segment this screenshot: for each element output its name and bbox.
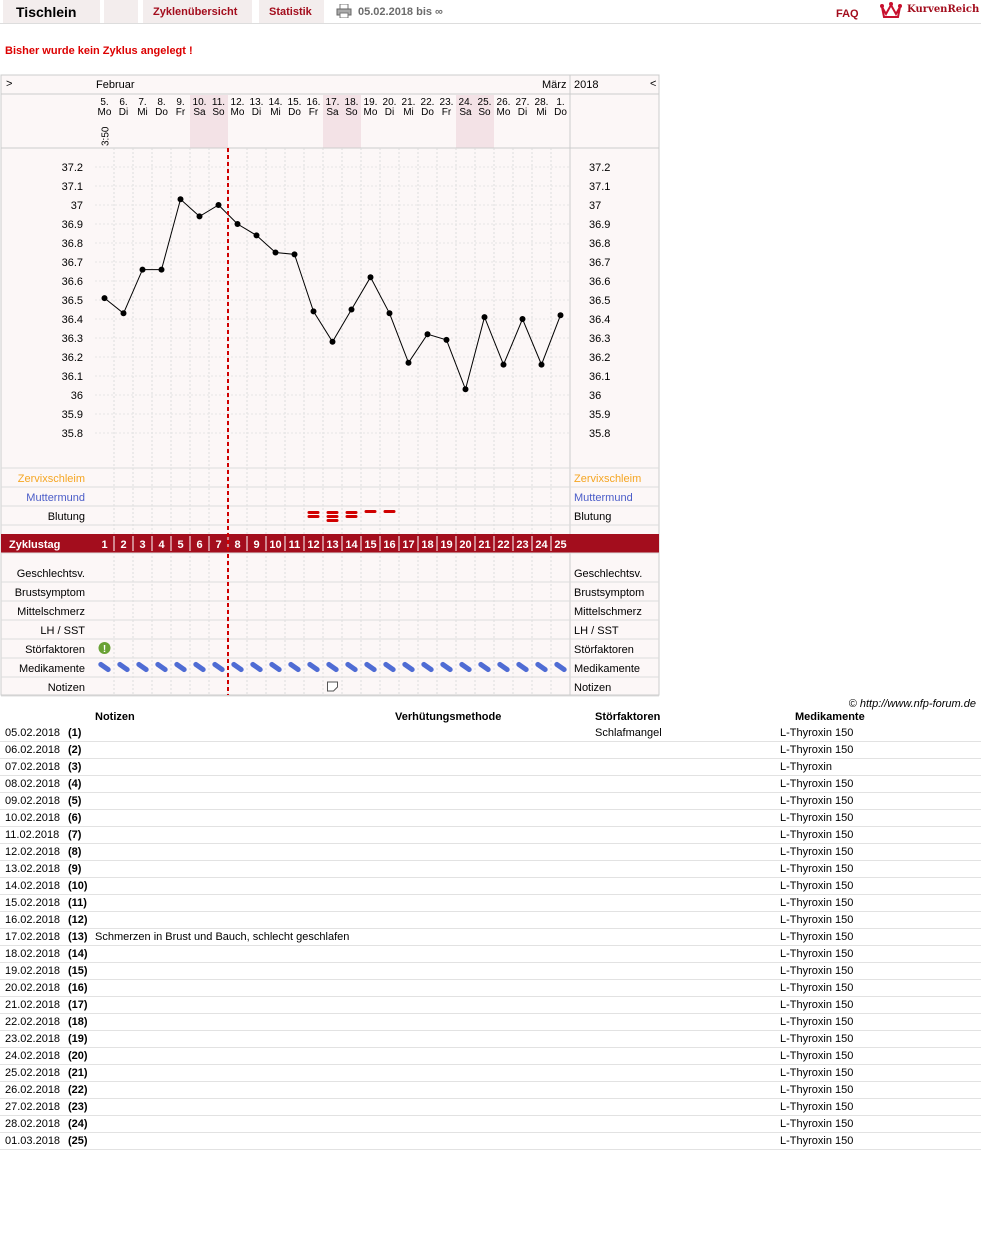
y-tick-right: 37 <box>589 200 602 212</box>
temperature-point <box>482 314 488 320</box>
row-label-right-mittel: Mittelschmerz <box>574 606 642 618</box>
y-tick-right: 37.1 <box>589 181 611 193</box>
cycle-day-number: 11 <box>288 539 301 551</box>
brand-name[interactable]: KurvenReich <box>907 4 980 15</box>
cycle-day-number: 5 <box>177 539 184 551</box>
row-medication: L-Thyroxin 150 <box>780 1016 854 1028</box>
row-label-right-blutung: Blutung <box>574 511 612 523</box>
row-medication: L-Thyroxin 150 <box>780 744 854 756</box>
weekday-label: Di <box>118 107 129 118</box>
weekday-label: So <box>478 107 491 118</box>
bleeding-mark <box>384 510 396 513</box>
row-cycle-day: (7) <box>68 829 82 841</box>
stoerfaktor-icon: ! <box>102 644 107 655</box>
table-row <box>0 1048 981 1065</box>
row-medication: L-Thyroxin 150 <box>780 999 854 1011</box>
row-date: 28.02.2018 <box>5 1118 61 1130</box>
col-header-factors: Störfaktoren <box>595 711 661 723</box>
row-medication: L-Thyroxin 150 <box>780 982 854 994</box>
blank-tab[interactable] <box>104 0 138 23</box>
cycle-day-number: 19 <box>440 539 453 551</box>
row-medication: L-Thyroxin 150 <box>780 1067 854 1079</box>
cycle-day-number: 24 <box>535 539 548 551</box>
day-date-label: 11. <box>211 97 226 108</box>
weekday-label: Fr <box>441 107 452 118</box>
cycle-chart <box>0 74 662 698</box>
row-date: 01.03.2018 <box>5 1135 61 1147</box>
row-medication: L-Thyroxin 150 <box>780 914 854 926</box>
row-label-mittel: Mittelschmerz <box>17 606 85 618</box>
weekday-label: Di <box>251 107 262 118</box>
temperature-point <box>140 267 146 273</box>
row-medication: L-Thyroxin 150 <box>780 948 854 960</box>
day-date-label: 28. <box>534 97 549 108</box>
row-factor: Schlafmangel <box>595 727 662 739</box>
row-label-lh: LH / SST <box>40 625 85 637</box>
row-date: 21.02.2018 <box>5 999 61 1011</box>
y-tick-right: 35.8 <box>589 428 611 440</box>
row-cycle-day: (6) <box>68 812 82 824</box>
weekday-label: Fr <box>308 107 319 118</box>
row-cycle-day: (11) <box>68 897 87 909</box>
row-medication: L-Thyroxin 150 <box>780 1135 854 1147</box>
row-medication: L-Thyroxin 150 <box>780 778 854 790</box>
temperature-point <box>463 386 469 392</box>
day-date-label: 14. <box>268 97 283 108</box>
row-label-right-gv: Geschlechtsv. <box>574 568 643 580</box>
row-date: 05.02.2018 <box>5 727 61 739</box>
row-date: 18.02.2018 <box>5 948 61 960</box>
row-medication: L-Thyroxin 150 <box>780 1050 854 1062</box>
row-label-zervix: Zervixschleim <box>17 473 85 485</box>
row-cycle-day: (9) <box>68 863 82 875</box>
table-row <box>0 776 981 793</box>
row-date: 10.02.2018 <box>5 812 61 824</box>
row-cycle-day: (10) <box>68 880 88 892</box>
cycle-day-number: 14 <box>345 539 358 551</box>
weekday-label: Mo <box>496 107 511 118</box>
temperature-point <box>558 312 564 318</box>
day-date-label: 26. <box>496 97 511 108</box>
table-row <box>0 980 981 997</box>
bleeding-mark <box>365 510 377 513</box>
table-row <box>0 844 981 861</box>
table-row <box>0 742 981 759</box>
day-date-label: 21. <box>401 97 416 108</box>
day-date-label: 20. <box>382 97 397 108</box>
page-title: Tischlein <box>3 0 100 23</box>
row-date: 09.02.2018 <box>5 795 61 807</box>
y-tick-left: 36.8 <box>61 238 83 250</box>
weekday-label: Mo <box>97 107 112 118</box>
day-date-label: 23. <box>439 97 454 108</box>
row-cycle-day: (21) <box>68 1067 88 1079</box>
y-tick-left: 35.9 <box>61 409 83 421</box>
weekday-label: So <box>212 107 225 118</box>
row-date: 26.02.2018 <box>5 1084 61 1096</box>
row-medication: L-Thyroxin 150 <box>780 1033 854 1045</box>
row-cycle-day: (13) <box>68 931 88 943</box>
day-date-label: 24. <box>458 97 473 108</box>
row-medication: L-Thyroxin 150 <box>780 795 854 807</box>
row-date: 17.02.2018 <box>5 931 61 943</box>
temperature-point <box>406 360 412 366</box>
y-tick-right: 36.4 <box>589 314 611 326</box>
weekday-label: Di <box>517 107 528 118</box>
row-date: 07.02.2018 <box>5 761 61 773</box>
row-date: 23.02.2018 <box>5 1033 61 1045</box>
table-row <box>0 1133 981 1150</box>
month-end-label: März <box>542 79 567 91</box>
col-header-meds: Medikamente <box>795 711 865 723</box>
y-tick-left: 36.4 <box>61 314 83 326</box>
table-row <box>0 963 981 980</box>
weekday-label: Mi <box>536 107 547 118</box>
weekday-label: Mi <box>403 107 414 118</box>
row-date: 19.02.2018 <box>5 965 61 977</box>
table-row <box>0 1065 981 1082</box>
temperature-point <box>425 331 431 337</box>
weekday-label: Fr <box>175 107 186 118</box>
row-date: 11.02.2018 <box>5 829 60 841</box>
table-row <box>0 946 981 963</box>
row-medication: L-Thyroxin 150 <box>780 965 854 977</box>
row-medication: L-Thyroxin 150 <box>780 812 854 824</box>
y-tick-left: 36.3 <box>61 333 83 345</box>
y-tick-left: 37 <box>70 200 83 212</box>
y-tick-left: 37.2 <box>61 162 83 174</box>
weekday-label: Sa <box>193 107 206 118</box>
bleeding-mark <box>308 511 320 514</box>
y-tick-right: 36.7 <box>589 257 611 269</box>
bleeding-mark <box>346 511 358 514</box>
table-row <box>0 793 981 810</box>
weekday-label: Mo <box>230 107 245 118</box>
weekday-label: So <box>345 107 358 118</box>
row-date: 12.02.2018 <box>5 846 61 858</box>
cycle-day-number: 10 <box>269 539 282 551</box>
day-date-label: 13. <box>249 97 264 108</box>
weekday-label: Mi <box>270 107 281 118</box>
row-medication: L-Thyroxin 150 <box>780 1118 854 1130</box>
row-medication: L-Thyroxin 150 <box>780 880 854 892</box>
table-row <box>0 1116 981 1133</box>
day-date-label: 7. <box>138 97 147 108</box>
y-tick-right: 36 <box>589 390 602 402</box>
row-cycle-day: (18) <box>68 1016 88 1028</box>
row-cycle-day: (12) <box>68 914 88 926</box>
cycle-day-number: 8 <box>234 539 241 551</box>
bleeding-mark <box>327 515 339 518</box>
cycle-day-number: 20 <box>459 539 472 551</box>
row-date: 20.02.2018 <box>5 982 61 994</box>
temperature-point <box>102 295 108 301</box>
bleeding-mark <box>346 515 358 518</box>
nav-prev-arrow[interactable]: > <box>6 78 13 90</box>
table-row <box>0 895 981 912</box>
table-row <box>0 1014 981 1031</box>
table-row <box>0 827 981 844</box>
row-medication: L-Thyroxin 150 <box>780 846 854 858</box>
y-tick-left: 36.6 <box>61 276 83 288</box>
cycle-day-number: 23 <box>516 539 529 551</box>
weekday-label: Di <box>384 107 395 118</box>
row-label-right-zervix: Zervixschleim <box>574 473 642 485</box>
y-tick-right: 36.3 <box>589 333 611 345</box>
y-tick-left: 37.1 <box>61 181 83 193</box>
bleeding-mark <box>327 519 339 522</box>
row-cycle-day: (25) <box>68 1135 88 1147</box>
row-date: 15.02.2018 <box>5 897 61 909</box>
row-cycle-day: (5) <box>68 795 82 807</box>
y-tick-right: 36.1 <box>589 371 611 383</box>
bleeding-mark <box>308 515 320 518</box>
cycle-day-number: 17 <box>402 539 415 551</box>
temperature-point <box>178 196 184 202</box>
row-label-right-brust: Brustsymptom <box>574 587 645 599</box>
row-label-muttermund: Muttermund <box>26 492 85 504</box>
y-tick-right: 36.6 <box>589 276 611 288</box>
table-row <box>0 810 981 827</box>
table-row <box>0 997 981 1014</box>
day-date-label: 1. <box>556 97 565 108</box>
y-tick-right: 36.9 <box>589 219 611 231</box>
temperature-point <box>539 362 545 368</box>
row-label-stoer: Störfaktoren <box>25 644 85 656</box>
y-tick-left: 35.8 <box>61 428 83 440</box>
table-row <box>0 878 981 895</box>
row-date: 22.02.2018 <box>5 1016 61 1028</box>
cycle-day-number: 22 <box>497 539 510 551</box>
row-medication: L-Thyroxin 150 <box>780 931 854 943</box>
col-header-method: Verhütungsmethode <box>395 711 502 723</box>
temperature-point <box>311 308 317 314</box>
cycle-day-number: 15 <box>364 539 377 551</box>
row-medication: L-Thyroxin 150 <box>780 727 854 739</box>
row-label-blutung: Blutung <box>47 511 85 523</box>
tab-statistik[interactable]: Statistik <box>259 0 324 23</box>
table-row <box>0 1099 981 1116</box>
cycle-day-number: 12 <box>307 539 320 551</box>
cycle-day-number: 3 <box>139 539 146 551</box>
cycle-day-number: 9 <box>253 539 260 551</box>
table-row <box>0 912 981 929</box>
row-cycle-day: (3) <box>68 761 82 773</box>
weekday-label: Do <box>155 107 168 118</box>
day-date-label: 16. <box>306 97 321 108</box>
temperature-point <box>159 267 165 273</box>
cycle-day-number: 6 <box>196 539 203 551</box>
weekday-label: Sa <box>326 107 339 118</box>
y-tick-right: 35.9 <box>589 409 611 421</box>
temperature-point <box>216 202 222 208</box>
temperature-point <box>349 307 355 313</box>
weekday-label: Sa <box>459 107 472 118</box>
row-date: 16.02.2018 <box>5 914 61 926</box>
day-date-label: 27. <box>515 97 530 108</box>
bleeding-mark <box>327 511 339 514</box>
day-date-label: 8. <box>157 97 166 108</box>
col-header-notes: Notizen <box>95 711 135 723</box>
row-date: 08.02.2018 <box>5 778 61 790</box>
row-medication: L-Thyroxin 150 <box>780 1084 854 1096</box>
row-cycle-day: (4) <box>68 778 82 790</box>
y-tick-left: 36.1 <box>61 371 83 383</box>
row-cycle-day: (16) <box>68 982 88 994</box>
temperature-point <box>368 274 374 280</box>
day-date-label: 18. <box>344 97 359 108</box>
y-tick-right: 36.2 <box>589 352 611 364</box>
day-date-label: 9. <box>176 97 185 108</box>
chart-panel <box>1 75 659 695</box>
row-date: 24.02.2018 <box>5 1050 61 1062</box>
cycle-day-number: 1 <box>101 539 108 551</box>
temperature-point <box>273 250 279 256</box>
row-label-gv: Geschlechtsv. <box>16 568 85 580</box>
row-date: 14.02.2018 <box>5 880 61 892</box>
row-cycle-day: (20) <box>68 1050 88 1062</box>
y-tick-right: 37.2 <box>589 162 611 174</box>
row-cycle-day: (22) <box>68 1084 88 1096</box>
row-cycle-day: (19) <box>68 1033 88 1045</box>
temperature-point <box>501 362 507 368</box>
row-cycle-day: (15) <box>68 965 88 977</box>
row-cycle-day: (14) <box>68 948 88 960</box>
day-date-label: 5. <box>100 97 109 108</box>
row-label-brust: Brustsymptom <box>14 587 85 599</box>
month-start-label: Februar <box>96 79 135 91</box>
row-label-medi: Medikamente <box>18 663 85 675</box>
row-medication: L-Thyroxin <box>780 761 832 773</box>
table-row <box>0 1082 981 1099</box>
temperature-point <box>235 221 241 227</box>
no-cycle-warning: Bisher wurde kein Zyklus angelegt ! <box>5 45 193 57</box>
row-cycle-day: (2) <box>68 744 82 756</box>
row-label-right-muttermund: Muttermund <box>574 492 633 504</box>
weekday-label: Do <box>288 107 301 118</box>
cycle-day-number: 4 <box>158 539 165 551</box>
day-date-label: 10. <box>192 97 207 108</box>
weekday-label: Do <box>421 107 434 118</box>
row-cycle-day: (1) <box>68 727 82 739</box>
table-row <box>0 1031 981 1048</box>
weekday-label: Mi <box>137 107 148 118</box>
row-medication: L-Thyroxin 150 <box>780 829 854 841</box>
temperature-point <box>121 310 127 316</box>
weekday-label: Do <box>554 107 567 118</box>
row-medication: L-Thyroxin 150 <box>780 1101 854 1113</box>
day-date-label: 25. <box>477 97 492 108</box>
measure-time-label: 3:50 <box>100 126 112 146</box>
y-tick-left: 36.2 <box>61 352 83 364</box>
copyright: © http://www.nfp-forum.de <box>848 698 976 710</box>
y-tick-left: 36.7 <box>61 257 83 269</box>
temperature-point <box>197 213 203 219</box>
cycle-day-number: 25 <box>554 539 567 551</box>
row-medication: L-Thyroxin 150 <box>780 897 854 909</box>
row-label-right-stoer: Störfaktoren <box>574 644 634 656</box>
row-date: 13.02.2018 <box>5 863 61 875</box>
temperature-point <box>292 251 298 257</box>
row-cycle-day: (23) <box>68 1101 88 1113</box>
date-range: 05.02.2018 bis ∞ <box>358 6 443 18</box>
y-tick-left: 36.5 <box>61 295 83 307</box>
zyklustag-label: Zyklustag <box>9 539 61 551</box>
tab-zyklenuebersicht[interactable]: Zyklenübersicht <box>143 0 252 23</box>
cycle-day-number: 18 <box>421 539 434 551</box>
row-cycle-day: (24) <box>68 1118 88 1130</box>
temperature-point <box>254 232 260 238</box>
cycle-day-number: 21 <box>478 539 491 551</box>
temperature-point <box>444 337 450 343</box>
row-note: Schmerzen in Brust und Bauch, schlecht geschlafen <box>95 931 350 943</box>
year-label: 2018 <box>574 79 599 91</box>
temperature-point <box>387 310 393 316</box>
row-label-right-notizen: Notizen <box>574 682 612 694</box>
row-medication: L-Thyroxin 150 <box>780 863 854 875</box>
day-date-label: 19. <box>363 97 378 108</box>
row-date: 25.02.2018 <box>5 1067 61 1079</box>
cycle-day-number: 7 <box>215 539 222 551</box>
table-row <box>0 759 981 776</box>
printer-icon[interactable] <box>336 4 352 18</box>
day-date-label: 15. <box>287 97 302 108</box>
y-tick-left: 36.9 <box>61 219 83 231</box>
faq-link[interactable]: FAQ <box>836 8 859 20</box>
weekday-label: Mo <box>363 107 378 118</box>
day-date-label: 17. <box>325 97 340 108</box>
temperature-point <box>330 339 336 345</box>
row-cycle-day: (8) <box>68 846 82 858</box>
cycle-day-number: 13 <box>326 539 339 551</box>
table-row <box>0 725 981 742</box>
y-tick-right: 36.5 <box>589 295 611 307</box>
cycle-day-number: 16 <box>383 539 396 551</box>
row-cycle-day: (17) <box>68 999 88 1011</box>
cycle-day-number: 2 <box>120 539 127 551</box>
temperature-point <box>520 316 526 322</box>
top-bar <box>0 0 981 24</box>
y-tick-left: 36 <box>70 390 83 402</box>
row-date: 27.02.2018 <box>5 1101 61 1113</box>
y-tick-right: 36.8 <box>589 238 611 250</box>
row-date: 06.02.2018 <box>5 744 61 756</box>
row-label-notizen: Notizen <box>47 682 85 694</box>
day-date-label: 22. <box>420 97 435 108</box>
day-date-label: 6. <box>119 97 128 108</box>
nav-next-arrow[interactable]: < <box>650 78 657 90</box>
crown-logo-icon[interactable] <box>880 1 902 19</box>
row-label-right-medi: Medikamente <box>574 663 641 675</box>
table-row <box>0 929 981 946</box>
table-row <box>0 861 981 878</box>
day-date-label: 12. <box>230 97 245 108</box>
row-label-right-lh: LH / SST <box>574 625 619 637</box>
